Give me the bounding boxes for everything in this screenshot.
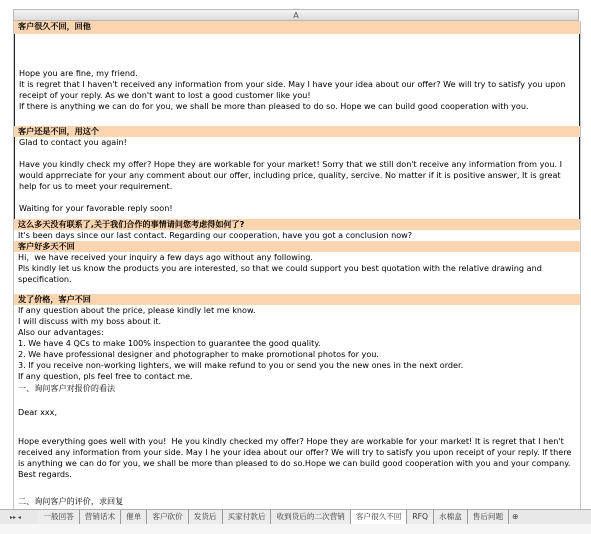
text-cell[interactable]: 一、询问客户对报价的看法 (18, 383, 116, 393)
cell-grid (13, 21, 581, 509)
sheet-tab[interactable]: 客户砍价 (147, 510, 188, 524)
text-cell[interactable]: It's been days since our last contact. Regarding our cooperation, have you got a conclusion now? (18, 230, 413, 240)
text-cell[interactable]: If any question about the price, please kindly let me know. I will discuss with my boss about it. Also our advantages: 1. We have 4 QCs to make 100% inspection to guarantee the good quality. 2. We have professional designer and photographer to make promotional photos for you. 3. If you receive non-working lighters, we will make refund to you or send you the new ones in the next order. If any question, pls feel free to contact me. (18, 305, 464, 381)
sheet-tab-bar (0, 509, 591, 525)
new-sheet-icon[interactable]: ⊕ (512, 512, 519, 521)
sheet-tab[interactable]: RFQ (407, 510, 434, 524)
sheet-tab[interactable]: 一般回答 (38, 510, 79, 524)
sheet-tab[interactable]: 收到货后的二次营销 (271, 510, 350, 524)
text-cell[interactable]: 二、询问客户的评价，求回复 (18, 496, 124, 506)
sheet-tab[interactable]: 发货后 (189, 510, 223, 524)
sheet-tab[interactable]: 营销话术 (80, 510, 121, 524)
column-header-a[interactable]: A (13, 9, 579, 21)
text-cell[interactable]: Glad to contact you again! Have you kindly check my offer? Hope they are workable for your market! Sorry that we still don't receive any information from you. I would apprreciate for your any comment about our offer, including price, quality, sercive. No matter if it is positive answer, It is great help for us to meet your requirement. Waiting for your favorable reply soon! (14, 137, 580, 219)
section-header-cell[interactable]: 客户好多天不回 (14, 241, 580, 252)
text-cell[interactable]: Hope everything goes well with you! He you kindly checked my offer? Hope they are workable for your market! It is regret that I hen't received any information from your side. May I he your idea about our offer? We will try to satisfy you upon receipt of your reply. If there is anything we can do for you, we shall be more than pleased to do so.Hope we can build good cooperation with you and your company. Best regards. (18, 436, 574, 479)
sheet-tab[interactable]: 买家付款后 (223, 510, 272, 524)
section-header-cell[interactable]: 客户很久不回，回他 (14, 21, 580, 34)
sheet-tab[interactable]: 水棉盒 (434, 510, 468, 524)
section-header-cell[interactable]: 客户还是不回，用这个 (14, 126, 580, 137)
text-cell[interactable]: Dear xxx, (18, 407, 58, 417)
sheet-tab[interactable]: 售后问题 (468, 510, 509, 524)
horizontal-scrollbar[interactable] (0, 524, 591, 534)
text-cell[interactable]: Hi，we have received your inquiry a few days ago without any following. Pls kindly let us know the products you are interested, so that we could support you best quotation with the relative drawing and specification. (18, 252, 542, 284)
section-header-cell[interactable]: 这么多天没有联系了,关于我们合作的事情请问您考虑得如何了? (14, 219, 580, 230)
text-cell[interactable]: Hope you are fine, my friend. It is regret that I haven't received any information from your side. May I have your idea about our offer? We will try to satisfy you upon receipt of your reply. As we don't want to lost a good customer like you! If there is anything we can do for you, we shall be more than pleased to do so. Hope we can build good cooperation with you. (14, 68, 580, 126)
sheet-tab[interactable]: 催单 (121, 510, 147, 524)
sheet-nav-arrows-icon[interactable]: ▸▸ ◂ (10, 514, 21, 521)
sheet-tab[interactable]: 客户很久不回 (351, 510, 408, 524)
section-header-cell[interactable]: 发了价格，客户不回 (14, 294, 580, 305)
text-cell[interactable] (14, 34, 580, 68)
